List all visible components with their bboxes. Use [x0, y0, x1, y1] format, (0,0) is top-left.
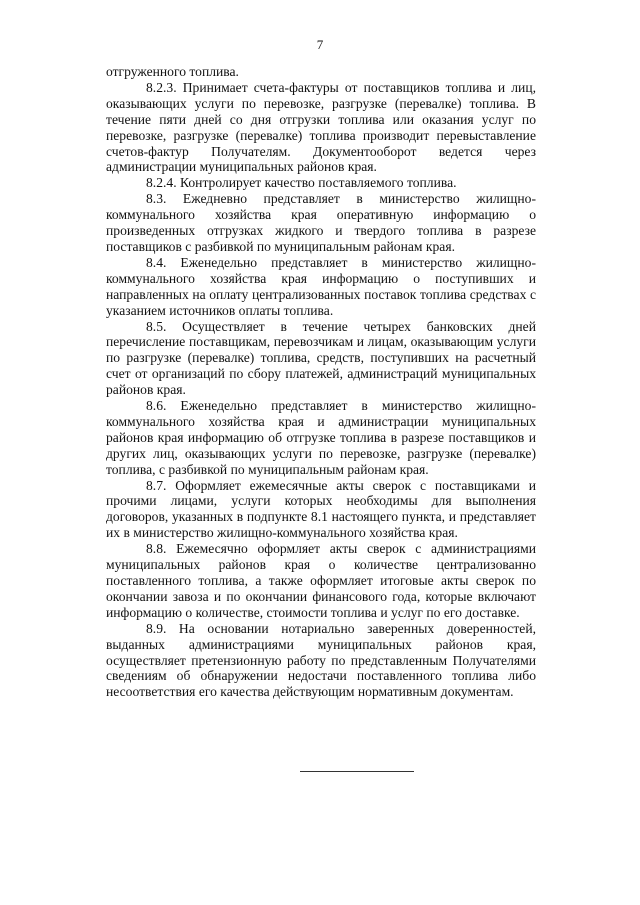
- paragraph-8-7: 8.7. Оформляет ежемесячные акты сверок с поставщиками и прочими лицами, услуги которых необходимы для выполнения договоров, указанных в подпункте 8.1 настоящего пункта, и представляет их в министерство жилищно-коммунального хозяйства края.: [106, 477, 536, 541]
- paragraph-8-6: 8.6. Еженедельно представляет в министерство жилищно-коммунального хозяйства края и администрации муниципальных районов края информацию об отгрузке топлива в разрезе поставщиков и других лиц, оказывающих услуги по перевозке, разгрузке (перевалке) топлива, с разбивкой по муниципальным районам края.: [106, 398, 536, 477]
- document-body: [106, 64, 536, 700]
- paragraph-8-8: 8.8. Ежемесячно оформляет акты сверок с администрациями муниципальных районов края о количестве централизованно поставленного топлива, а также оформляет итоговые акты сверок по окончании завоза и по окончании финансового года, которые включают информацию о количестве, стоимости топлива и услуг по его доставке.: [106, 541, 536, 620]
- paragraph-8-3: 8.3. Ежедневно представляет в министерство жилищно-коммунального хозяйства края оперативную информацию о произведенных отгрузках жидкого и твердого топлива в разрезе поставщиков с разбивкой по муниципальным районам края.: [106, 191, 536, 254]
- paragraph-8-2-3: 8.2.3. Принимает счета-фактуры от поставщиков топлива и лиц, оказывающих услуги по перевозке, разгрузке (перевалке) топлива. В течение пяти дней со дня отгрузки топлива или оказания услуг по перевозке, разгрузке (перевалке) топлива производит перевыставление счетов-фактур Получателям. Документооборот ведется через администрации муниципальных районов края.: [106, 79, 536, 175]
- paragraph-8-5: 8.5. Осуществляет в течение четырех банковских дней перечисление поставщикам, перевозчикам и лицам, оказывающим услуги по разгрузке (перевалке) топлива, средств, поступивших на расчетный счет от организаций по сбору платежей, администраций муниципальных районов края.: [106, 318, 536, 398]
- paragraph-continuation: отгруженного топлива.: [106, 64, 239, 79]
- end-separator-line: [300, 771, 414, 772]
- paragraph-8-9: 8.9. На основании нотариально заверенных доверенностей, выданных администрациями муниципальных районов края, осуществляет претензионную работу по представленным Получателями сведениям об обнаружении недостачи поставленного топлива либо несоответствия его качества действующим нормативным документам.: [106, 620, 536, 700]
- page-number: 7: [316, 37, 324, 52]
- paragraph-8-2-4: 8.2.4. Контролирует качество поставляемого топлива.: [146, 175, 457, 191]
- paragraph-8-4: 8.4. Еженедельно представляет в министерство жилищно-коммунального хозяйства края информацию о поступивших и направленных на оплату централизованных поставок топлива средствах с указанием источников оплаты топлива.: [106, 254, 536, 318]
